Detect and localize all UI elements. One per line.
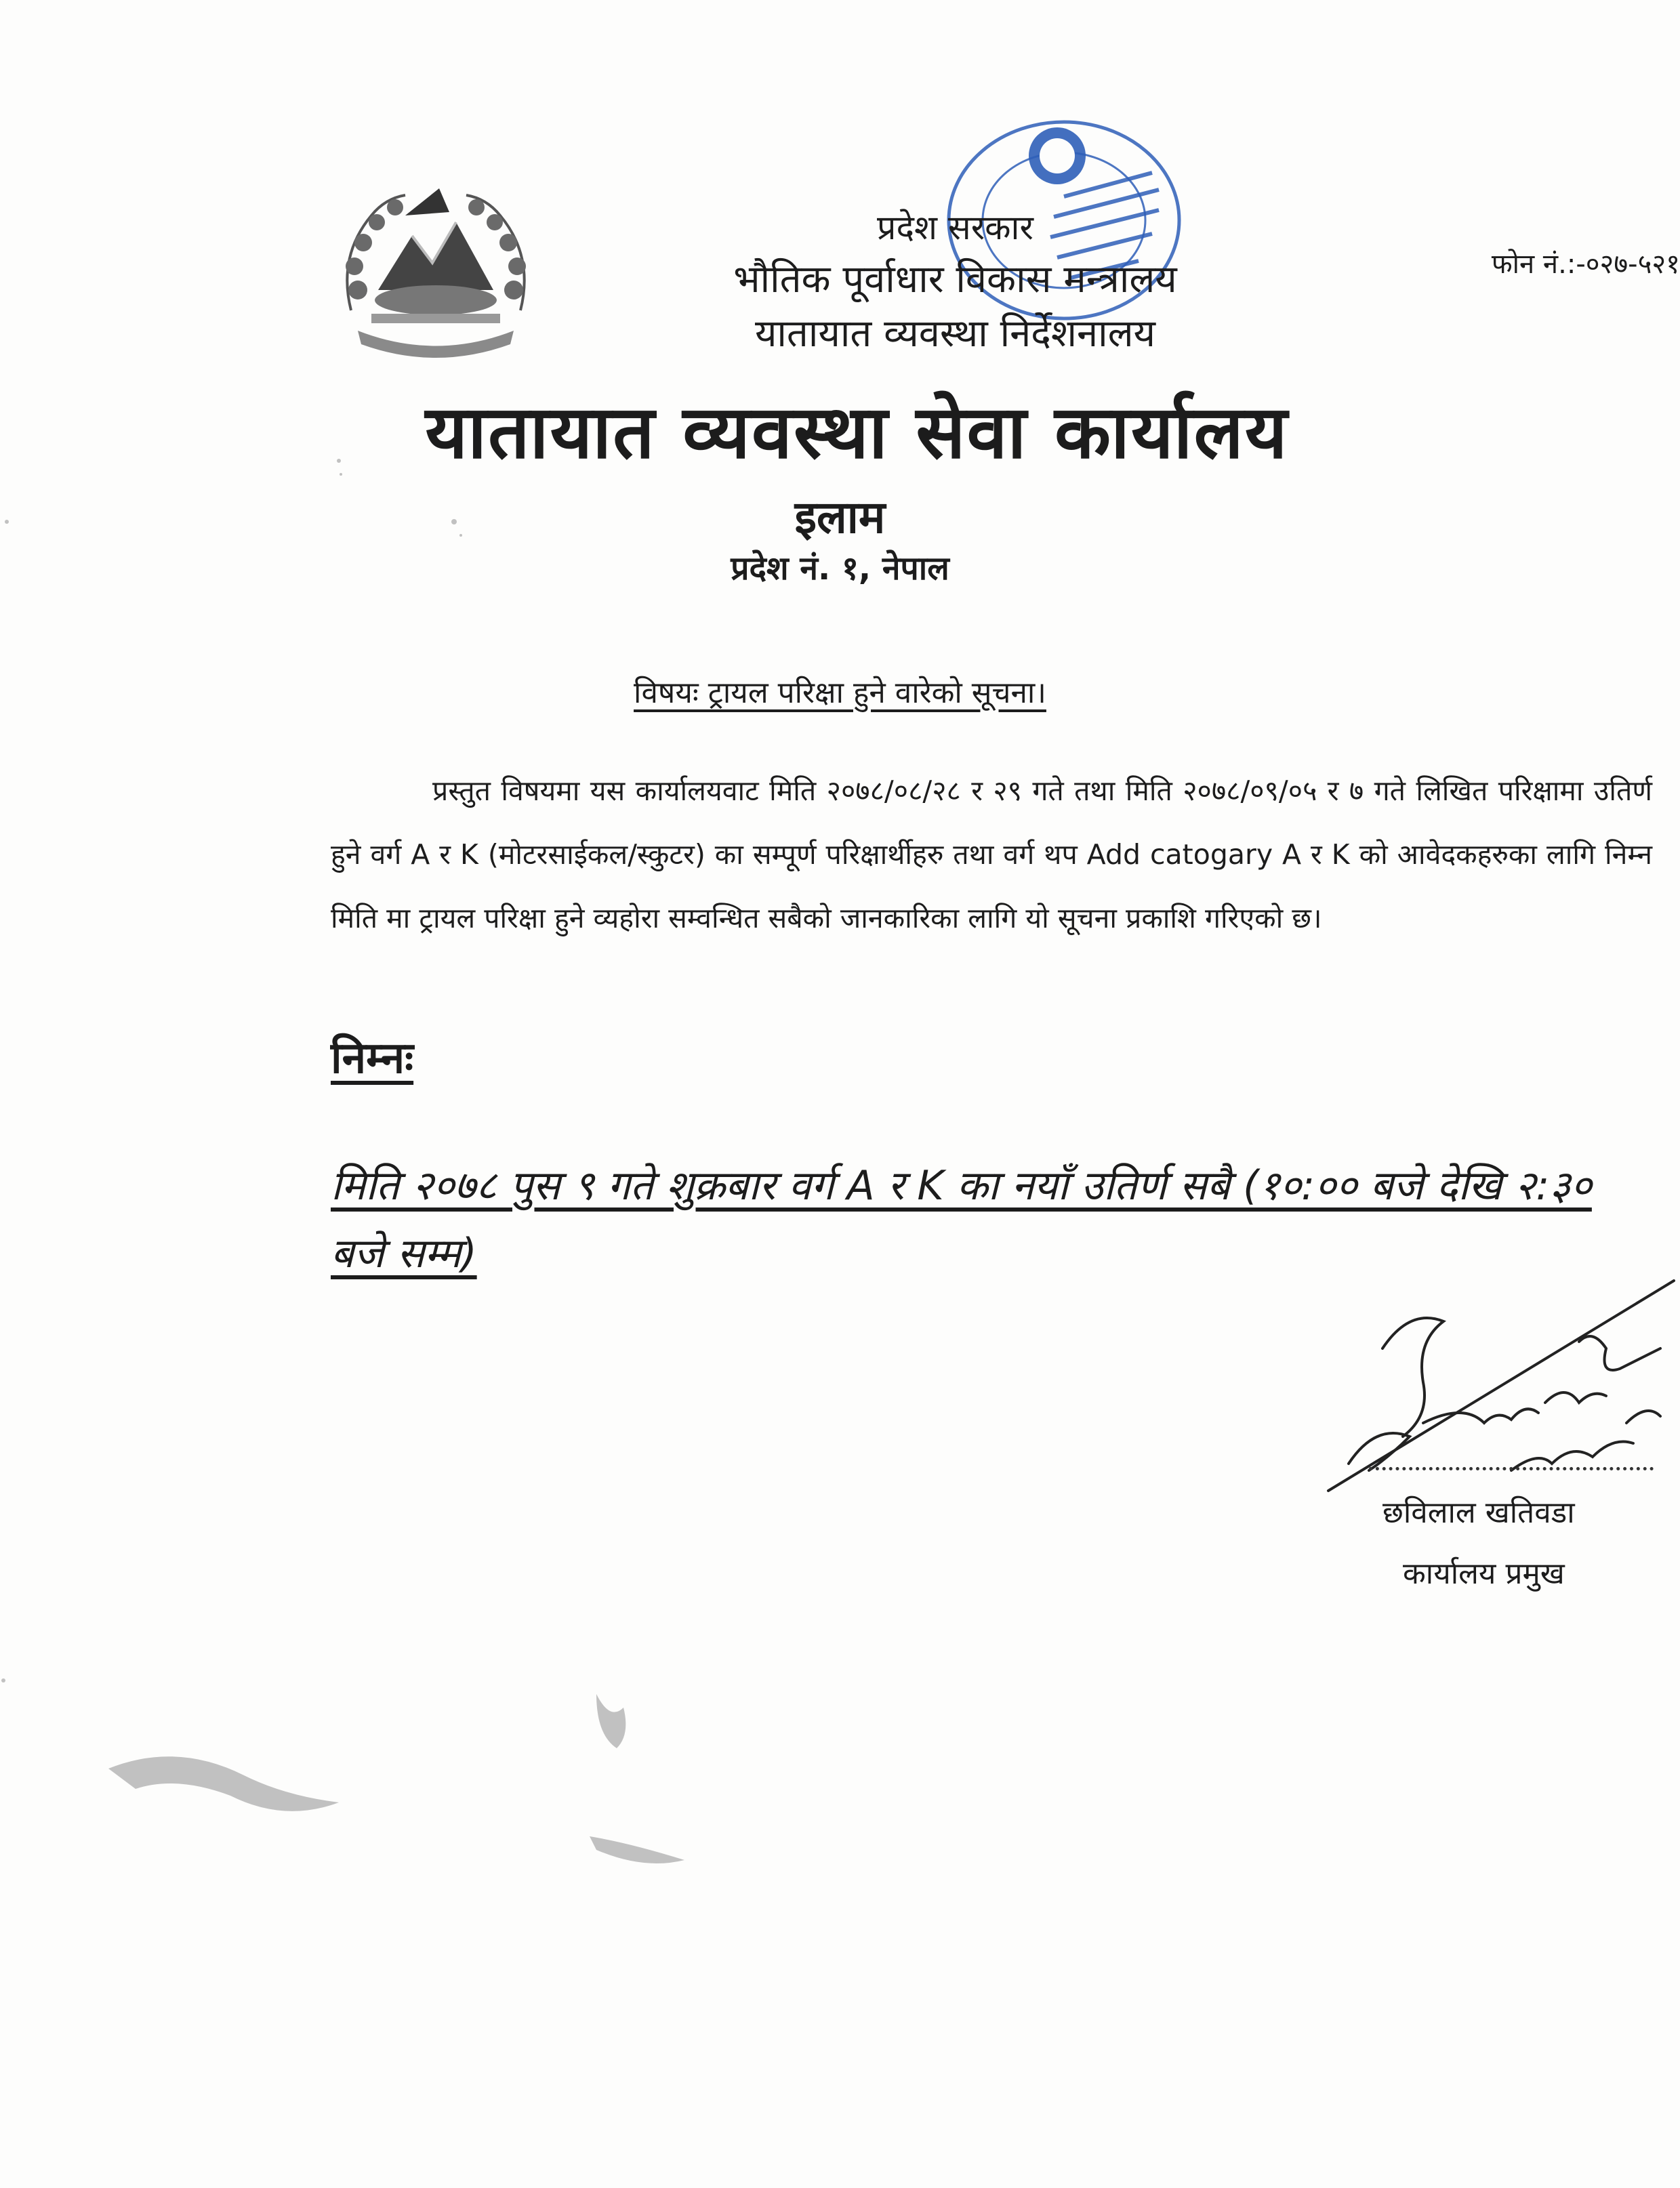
signatory-title: कार्यालय प्रमुख <box>1403 1556 1565 1591</box>
phone-number: फोन नं.:-०२७-५२१ <box>1491 249 1680 280</box>
office-title: यातायात व्यवस्था सेवा कार्यालय <box>425 390 1289 475</box>
signatory-name: छविलाल खतिवडा <box>1382 1495 1575 1530</box>
trial-schedule: मिति २०७८ पुस ९ गते शुक्रबार वर्ग A र K का नयाँ उतिर्ण सबै (१०:०० बजे देखि २:३० बजे सम्म) <box>331 1162 1592 1277</box>
list-heading: निम्नः <box>331 1033 414 1083</box>
notice-body: प्रस्तुत विषयमा यस कार्यालयवाट मिति २०७८/०८/२८ र २९ गते तथा मिति २०७८/०९/०५ र ७ गते लिखित परिक्षामा उतिर्ण हुने वर्ग A र K (मोटरसाईकल/स्कुटर) का सम्पूर्ण परिक्षार्थीहरु तथा वर्ग थप Add catogary A र K को आवेदकहरुका लागि निम्न मिति मा ट्रायल परिक्षा हुने व्यहोरा सम्वन्धित सबैको जानकारिका लागि यो सूचना प्रकाशि गरिएको छ। <box>331 775 1652 934</box>
header-directorate: यातायात व्यवस्था निर्देशनालय <box>754 312 1156 356</box>
signature-line <box>1369 1467 1654 1470</box>
notice-subject: विषयः ट्रायल परिक्षा हुने वारेको सूचना। <box>634 676 1046 710</box>
header-government: प्रदेश सरकार <box>877 208 1033 247</box>
header-ministry: भौतिक पूर्वाधार विकास मन्त्रालय <box>733 257 1177 302</box>
signature-scribble <box>1308 1267 1680 1511</box>
province-line: प्रदेश नं. १, नेपाल <box>731 550 949 587</box>
office-location: इलाम <box>794 491 886 543</box>
